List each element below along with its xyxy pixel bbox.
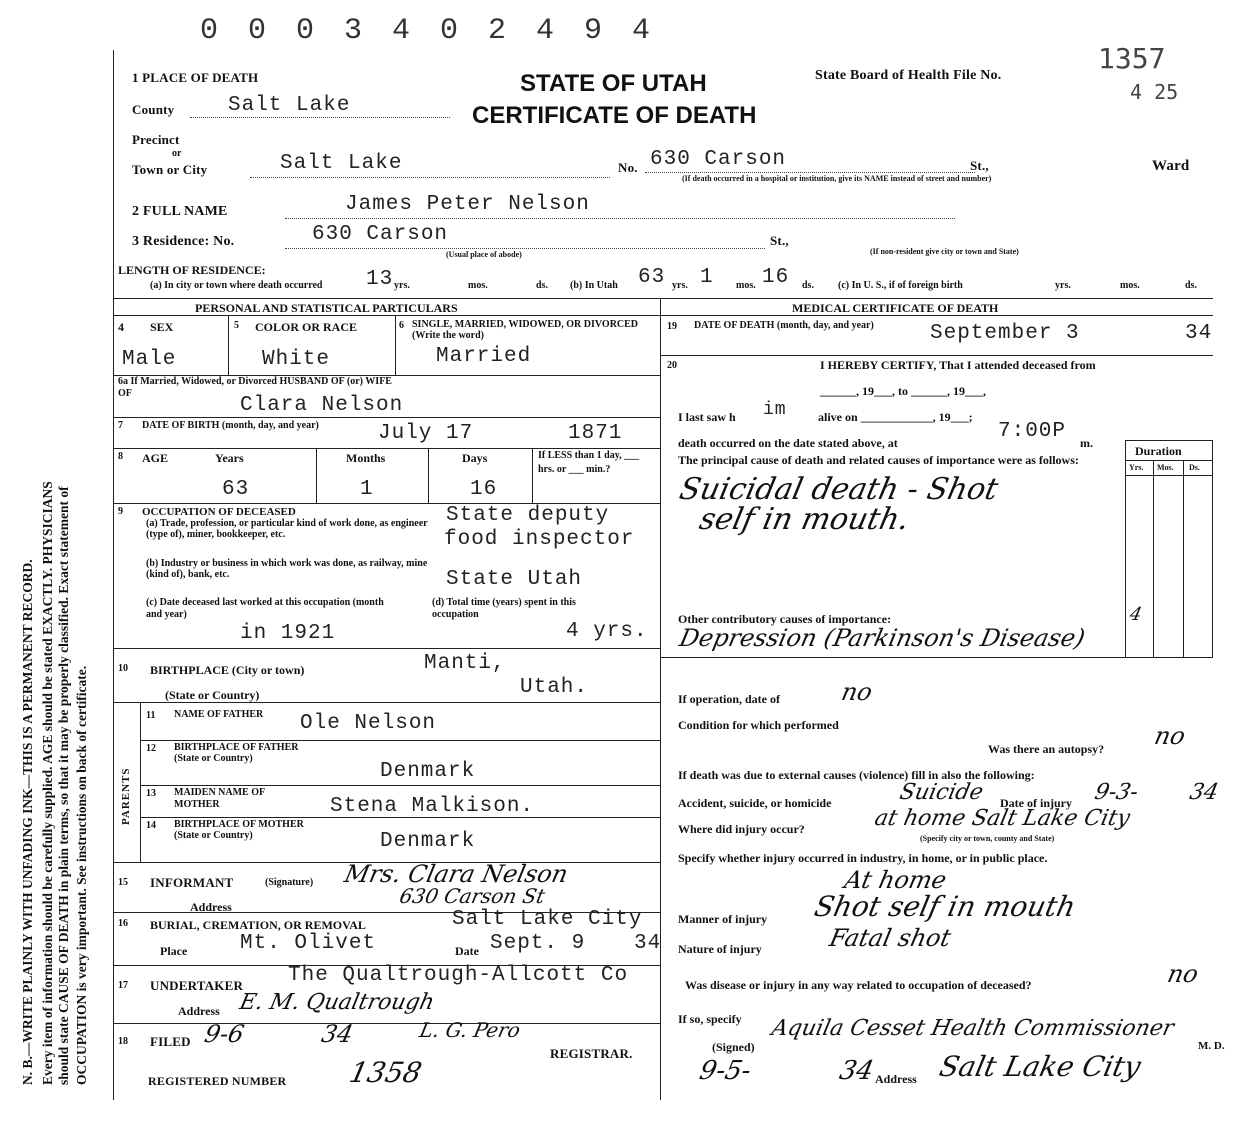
residence-value: 630 Carson (312, 223, 449, 246)
length-of-residence-label: LENGTH OF RESIDENCE: (118, 263, 266, 277)
age-years: 63 (222, 478, 250, 501)
burial-year: 34 (634, 932, 662, 955)
autopsy-value: no (1152, 722, 1188, 750)
medical-section-title: MEDICAL CERTIFICATE OF DEATH (792, 301, 999, 315)
undertaker-address: E. M. Qualtrough (237, 990, 437, 1015)
residence-city-years: 13 (366, 268, 394, 291)
county-label: County (132, 102, 175, 117)
physician-signature: Aquila Cesset Health Commissioner (769, 1016, 1177, 1041)
manner-of-injury: Shot self in mouth (811, 890, 1079, 923)
last-worked-value: in 1921 (240, 622, 336, 645)
residence-utah-years: 63 (638, 266, 666, 289)
date-of-death: September 3 (930, 322, 1080, 345)
age-months: 1 (360, 478, 374, 501)
occupation-line2: food inspector (444, 528, 635, 551)
full-name-label: 2 FULL NAME (132, 204, 228, 219)
sex-value: Male (122, 348, 177, 371)
side-note-line3: should state CAUSE OF DEATH in plain terms, so that it may be properly classified. Exact statement of (56, 486, 71, 1085)
burial-date: Sept. 9 (490, 932, 586, 955)
filed-year: 34 (319, 1020, 356, 1048)
signed-year: 34 (836, 1056, 877, 1086)
file-number-label: State Board of Health File No. (815, 68, 1002, 83)
file-number: 1357 (1098, 42, 1166, 75)
personal-section-title: PERSONAL AND STATISTICAL PARTICULARS (195, 301, 458, 315)
mother-birthplace: Denmark (380, 830, 476, 853)
total-time-value: 4 yrs. (566, 620, 648, 643)
county-value: Salt Lake (228, 94, 351, 117)
cause-of-death-line1: Suicidal death - Shot (676, 472, 1002, 507)
precinct-label: Precinct (132, 132, 180, 147)
filed-date: 9-6 (202, 1020, 247, 1048)
residence-utah-months: 1 (700, 266, 714, 289)
residence-label: 3 Residence: No. (132, 234, 235, 249)
injury-place-type: At home (842, 866, 950, 894)
industry-value: State Utah (446, 568, 583, 591)
certificate-title: CERTIFICATE OF DEATH (472, 102, 757, 129)
physician-address: Salt Lake City (936, 1050, 1144, 1083)
injury-year: 34 (1187, 780, 1221, 805)
burial-removal: Salt Lake City (452, 908, 643, 931)
registered-number: 1358 (346, 1056, 425, 1089)
father-birthplace: Denmark (380, 760, 476, 783)
residence-utah-days: 16 (762, 266, 790, 289)
burial-place: Mt. Olivet (240, 932, 377, 955)
signed-date: 9-5- (696, 1056, 754, 1086)
operation-value: no (839, 678, 875, 706)
spouse-value: Clara Nelson (240, 394, 404, 417)
state-title: STATE OF UTAH (520, 70, 707, 97)
dob-month-day: July 17 (378, 422, 474, 445)
town-label: Town or City (132, 162, 208, 177)
file-subnumber: 4 25 (1130, 80, 1179, 104)
other-causes: Depression (Parkinson's Disease) (677, 624, 1088, 652)
place-of-death-label: 1 PLACE OF DEATH (132, 70, 259, 85)
undertaker-name: The Qualtrough-Allcott Co (288, 964, 629, 987)
registrar-signature: L. G. Pero (417, 1018, 523, 1042)
side-note-line1: N. B.—WRITE PLAINLY WITH UNFADING INK—THIS IS A PERMANENT RECORD. (20, 559, 35, 1085)
age-days: 16 (470, 478, 498, 501)
cause-of-death-line2: self in mouth. (696, 502, 913, 537)
other-cause-duration: 4 (1127, 604, 1144, 625)
town-value: Salt Lake (280, 152, 403, 175)
street-value: 630 Carson (650, 148, 787, 171)
stamp-number: 0 0 0 3 4 0 2 4 9 4 (200, 14, 657, 48)
full-name-value: James Peter Nelson (345, 193, 590, 216)
birthplace-city: Manti, (424, 652, 506, 675)
time-of-death: 7:00P (998, 420, 1067, 443)
informant-signature: Mrs. Clara Nelson (342, 860, 571, 888)
mother-maiden-name: Stena Malkison. (330, 795, 535, 818)
accident-value: Suicide (897, 780, 986, 805)
injury-location: at home Salt Lake City (872, 806, 1133, 831)
dob-year: 1871 (568, 422, 623, 445)
informant-address: 630 Carson St (397, 884, 548, 908)
race-value: White (262, 348, 331, 371)
father-name: Ole Nelson (300, 712, 437, 735)
nature-of-injury: Fatal shot (827, 924, 954, 952)
marital-value: Married (436, 345, 532, 368)
death-year: 34 (1185, 322, 1213, 345)
parents-label: PARENTS (120, 767, 132, 825)
occupation-related: no (1165, 960, 1201, 988)
occupation-line1: State deputy (446, 504, 610, 527)
side-note-line4: OCCUPATION is very important. See instructions on back of certificate. (74, 665, 89, 1085)
side-note-line2: Every item of information should be carefully supplied. AGE should be stated EXACTLY. PHYSICIANS (40, 481, 55, 1085)
birthplace-state: Utah. (520, 676, 589, 699)
injury-date: 9-3- (1092, 780, 1141, 805)
